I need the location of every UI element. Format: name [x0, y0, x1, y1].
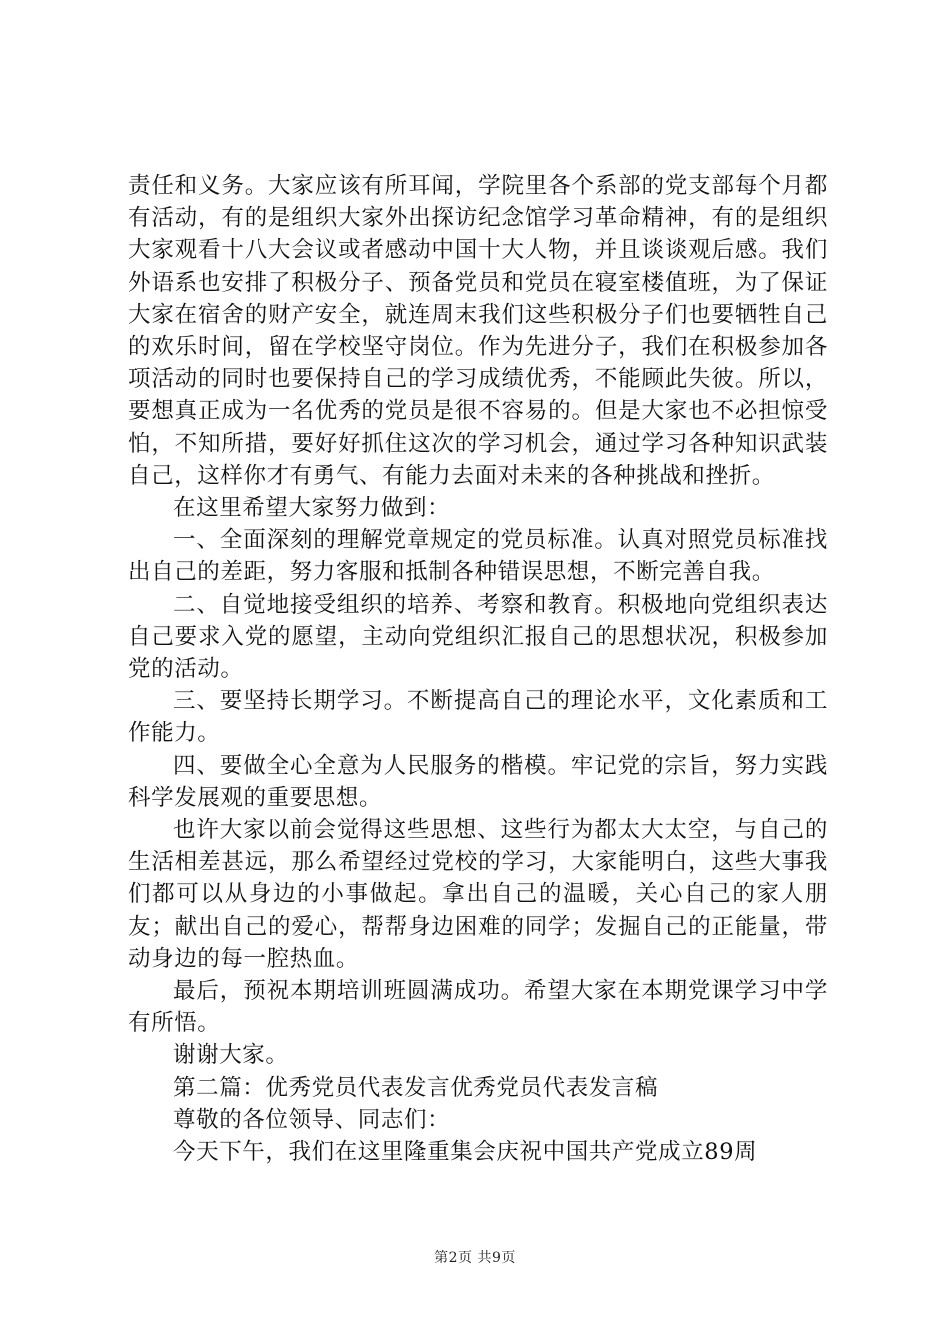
paragraph-1: 责任和义务。大家应该有所耳闻，学院里各个系部的党支部每个月都有活动，有的是组织大家外出探访纪念馆学习革命精神，有的是组织大家观看十八大会议或者感动中国十大人物，并且谈谈观后感。我们外语系也安排了积极分子、预备党员和党员在寝室楼值班，为了保证大家在宿舍的财产安全，就连周末我们这些积极分子们也要牺牲自己的欢乐时间，留在学校坚守岗位。作为先进分子，我们在积极参加各项活动的同时也要保持自己的学习成绩优秀，不能顾此失彼。所以，要想真正成为一名优秀的党员是很不容易的。但是大家也不必担惊受怕，不知所措，要好好抓住这次的学习机会，通过学习各种知识武装自己，这样你才有勇气、有能力去面对未来的各种挑战和挫折。: [128, 173, 828, 489]
section-heading: 第二篇：优秀党员代表发言优秀党员代表发言稿: [173, 1074, 659, 1101]
paragraph-8: 最后，预祝本期培训班圆满成功。希望大家在本期党课学习中学有所悟。: [128, 978, 828, 1037]
document-body: [128, 170, 828, 1168]
paragraph-12: 今天下午，我们在这里隆重集会庆祝中国共产党成立89周: [173, 1139, 758, 1166]
salutation: 尊敬的各位领导、同志们：: [173, 1106, 451, 1133]
paragraph-4: 二、自觉地接受组织的培养、考察和教育。积极地向党组织表达自己要求入党的愿望，主动向党组织汇报自己的思想状况，积极参加党的活动。: [128, 591, 828, 683]
page-number: 第2页 共9页: [434, 1250, 516, 1266]
paragraph-6: 四、要做全心全意为人民服务的楷模。牢记党的宗旨，努力实践科学发展观的重要思想。: [128, 752, 828, 811]
paragraph-5: 三、要坚持长期学习。不断提高自己的理论水平，文化素质和工作能力。: [128, 688, 828, 747]
paragraph-9: 谢谢大家。: [173, 1042, 289, 1069]
paragraph-7: 也许大家以前会觉得这些思想、这些行为都太大太空，与自己的生活相差甚远，那么希望经过党校的学习，大家能明白，这些大事我们都可以从身边的小事做起。拿出自己的温暖，关心自己的家人朋友；献出自己的爱心，帮帮身边困难的同学；发掘自己的正能量，带动身边的每一腔热血。: [128, 817, 828, 972]
paragraph-3: 一、全面深刻的理解党章规定的党员标准。认真对照党员标准找出自己的差距，努力客服和抵制各种错误思想，不断完善自我。: [128, 527, 828, 586]
paragraph-2: 在这里希望大家努力做到：: [173, 495, 451, 522]
